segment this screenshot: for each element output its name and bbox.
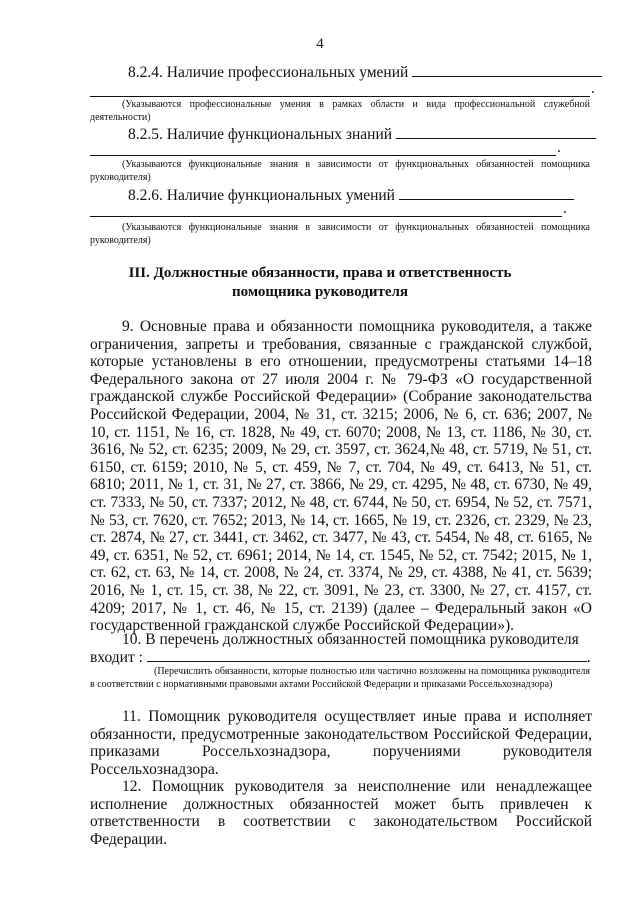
paragraph-10-note: (Перечислить обязанности, которые полностью или частично возложены на помощника руководителя в соответствии с нормативными правовыми актами Российской Федерации и приказами Россельхознадзора) [90,666,590,690]
item-8-2-4 [128,64,602,82]
paragraph-10-blank [147,650,587,662]
section-3-title-line-1: III. Должностные обязанности, права и ответственность [128,265,512,281]
paragraph-11: 11. Помощник руководителя осуществляет иные права и исполняет обязанности, предусмотренные законодательством Российской Федерации, приказами Россельхознадзора, поручениями руководителя Россельхознадзора. [90,708,592,778]
paragraph-10-lead: входит : [90,649,143,666]
item-8-2-6-fill-line [90,216,562,217]
item-8-2-4-end: . [591,80,595,97]
item-8-2-5-label: 8.2.5. Наличие функциональных знаний [128,126,393,143]
item-8-2-5-fill-line [90,155,556,156]
item-8-2-6-end: . [563,200,567,217]
item-8-2-6 [128,187,574,205]
item-8-2-5-blank [396,126,596,139]
paragraph-10-end: . [586,649,591,666]
item-8-2-5 [128,126,596,144]
item-8-2-6-blank [399,187,574,200]
item-8-2-4-blank [412,64,602,77]
item-8-2-5-end: . [557,139,561,156]
item-8-2-6-note: (Указываются функциональные знания в зависимости от функциональных обязанностей помощника руководителя) [90,222,590,246]
paragraph-10-line-1: 10. В перечень должностных обязанностей помощника руководителя [122,631,579,648]
item-8-2-4-label: 8.2.4. Наличие профессиональных умений [128,64,409,81]
item-8-2-6-label: 8.2.6. Наличие функциональных умений [128,187,395,204]
item-8-2-4-note: (Указываются профессиональные умения в рамках области и вида профессиональной служебной деятельности) [90,99,590,123]
section-3-title-line-2: помощника руководителя [231,284,409,300]
paragraph-12: 12. Помощник руководителя за неисполнение или ненадлежащее исполнение должностных обязанностей может быть привлечен к ответственности в соответствии с законодательством Российской Федерации. [90,778,592,848]
item-8-2-4-fill-line [90,96,590,97]
page-number: 4 [316,36,324,52]
paragraph-9: 9. Основные права и обязанности помощника руководителя, а также ограничения, запреты и требования, связанные с гражданской службой, которые установлены в его отношении, предусмотрены статьями 14–18 Федерального закона от 27 июля 2004 г. № 79-ФЗ «О государственной гражданской службе Российской Федерации» (Собрание законодательства Российской Федерации, 2004, № 31, ст. 3215; 2006, № 6, ст. 636; 2007, № 10, ст. 1151, № 16, ст. 1828, № 49, ст. 6070; 2008, № 13, ст. 1186, № 30, ст. 3616, № 52, ст. 6235; 2009, № 29, ст. 3597, ст. 3624,№ 48, ст. 5719, № 51, ст. 6150, ст. 6159; 2010, № 5, ст. 459, № 7, ст. 704, № 49, ст. 6413, № 51, ст. 6810; 2011, № 1, ст. 31, № 27, ст. 3866, № 29, ст. 4295, № 48, ст. 6730, № 49, ст. 7333, № 50, ст. 7337; 2012, № 48, ст. 6744, № 50, ст. 6954, № 52, ст. 7571, № 53, ст. 7620, ст. 7652; 2013, № 14, ст. 1665, № 19, ст. 2326, ст. 2329, № 23, ст. 2874, № 27, ст. 3441, ст. 3462, ст. 3477, № 43, ст. 5454, № 48, ст. 6165, № 49, ст. 6351, № 52, ст. 6961; 2014, № 14, ст. 1545, № 52, ст. 7542; 2015, № 1, ст. 62, ст. 63, № 14, ст. 2008, № 24, ст. 3374, № 29, ст. 4388, № 41, ст. 5639; 2016, № 1, ст. 15, ст. 38, № 22, ст. 3091, № 23, ст. 3300, № 27, ст. 4157, ст. 4209; 2017, № 1, ст. 46, № 15, ст. 2139) (далее – Федеральный закон «О государственной гражданской службе Российской Федерации»). [90,318,592,635]
item-8-2-5-note: (Указываются функциональные знания в зависимости от функциональных обязанностей помощника руководителя) [90,159,590,183]
